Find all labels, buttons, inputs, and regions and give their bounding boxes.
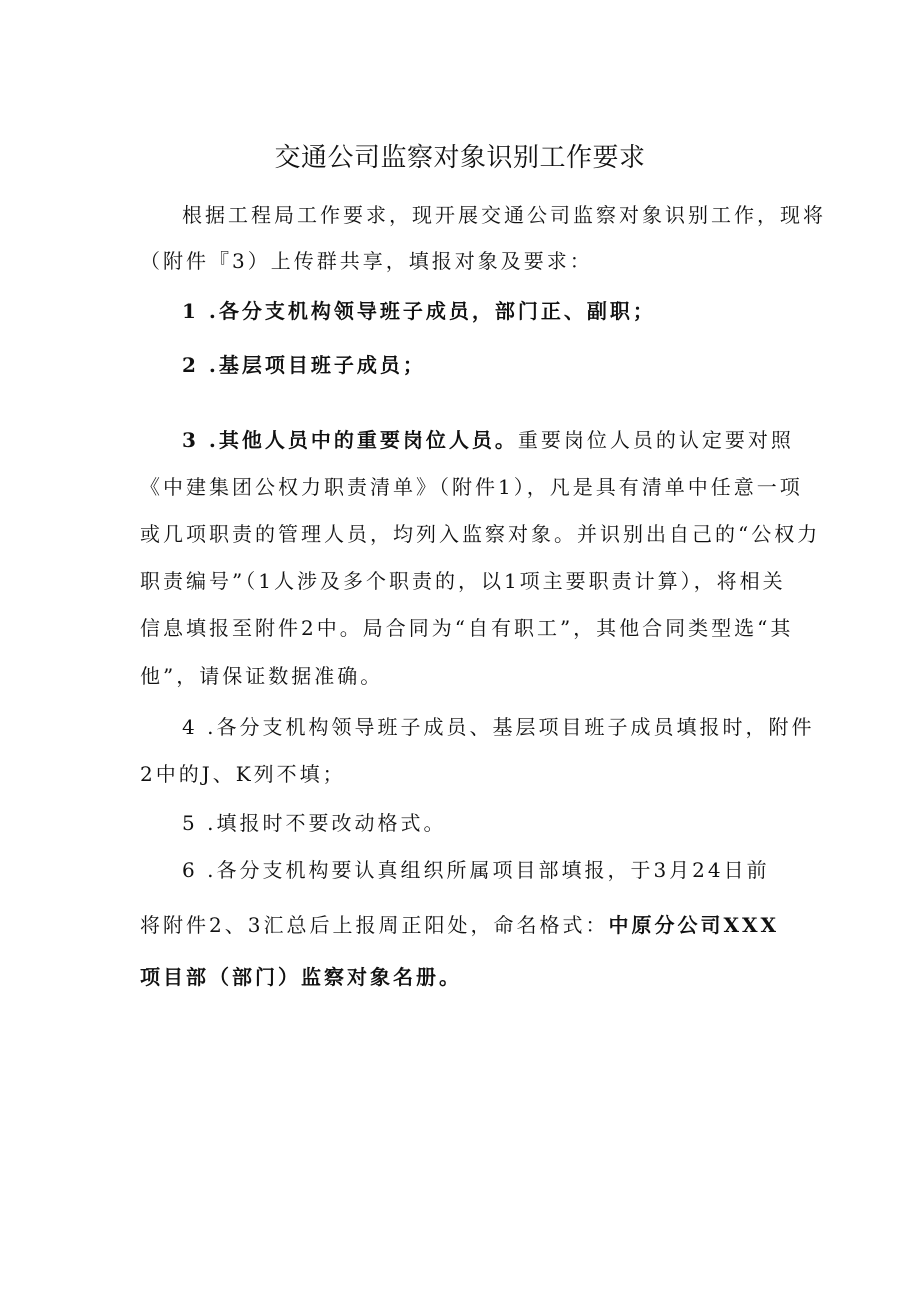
item-3-line-3: 或几项职责的管理人员，均列入监察对象。并识别出自己的“公权力 <box>140 522 821 546</box>
item-6-line-3: 项目部（部门）监察对象名册。 <box>140 965 462 989</box>
item-3-line-6: 他”，请保证数据准确。 <box>140 664 384 688</box>
item-4-line-2: 2中的J、K列不填； <box>140 762 346 786</box>
item-3-line-2: 《中建集团公权力职责清单》（附件1），凡是具有清单中任意一项 <box>140 475 803 499</box>
item-6-line-2-text: 将附件2、3汇总后上报周正阳处，命名格式： <box>140 913 609 937</box>
item-3-line-5: 信息填报至附件2中。局合同为“自有职工”，其他合同类型选“其 <box>140 616 794 640</box>
item-6-line-1: 6 .各分支机构要认真组织所属项目部填报，于3月24日前 <box>182 858 770 882</box>
item-3-line-4: 职责编号”（1人涉及多个职责的，以1项主要职责计算），将相关 <box>140 569 786 593</box>
item-6-line-2 <box>140 910 779 940</box>
item-3-number: 3 . <box>182 428 219 452</box>
item-4-line-1: 4 .各分支机构领导班子成员、基层项目班子成员填报时，附件 <box>182 715 815 739</box>
item-3-lead-text: 重要岗位人员的认定要对照 <box>517 428 794 452</box>
item-1: 1 .各分支机构领导班子成员，部门正、副职； <box>182 299 656 323</box>
intro-line-2: （附件『3）上传群共享，填报对象及要求： <box>140 249 593 273</box>
item-3-line-1 <box>182 425 794 455</box>
document-title: 交通公司监察对象识别工作要求 <box>274 143 646 173</box>
item-3-heading: 其他人员中的重要岗位人员。 <box>218 428 518 452</box>
intro-line-1: 根据工程局工作要求，现开展交通公司监察对象识别工作，现将 <box>182 203 826 227</box>
item-6-naming-format: 中原分公司XXX <box>608 913 780 937</box>
item-2: 2 .基层项目班子成员； <box>182 353 426 377</box>
item-5: 5 .填报时不要改动格式。 <box>182 811 447 835</box>
